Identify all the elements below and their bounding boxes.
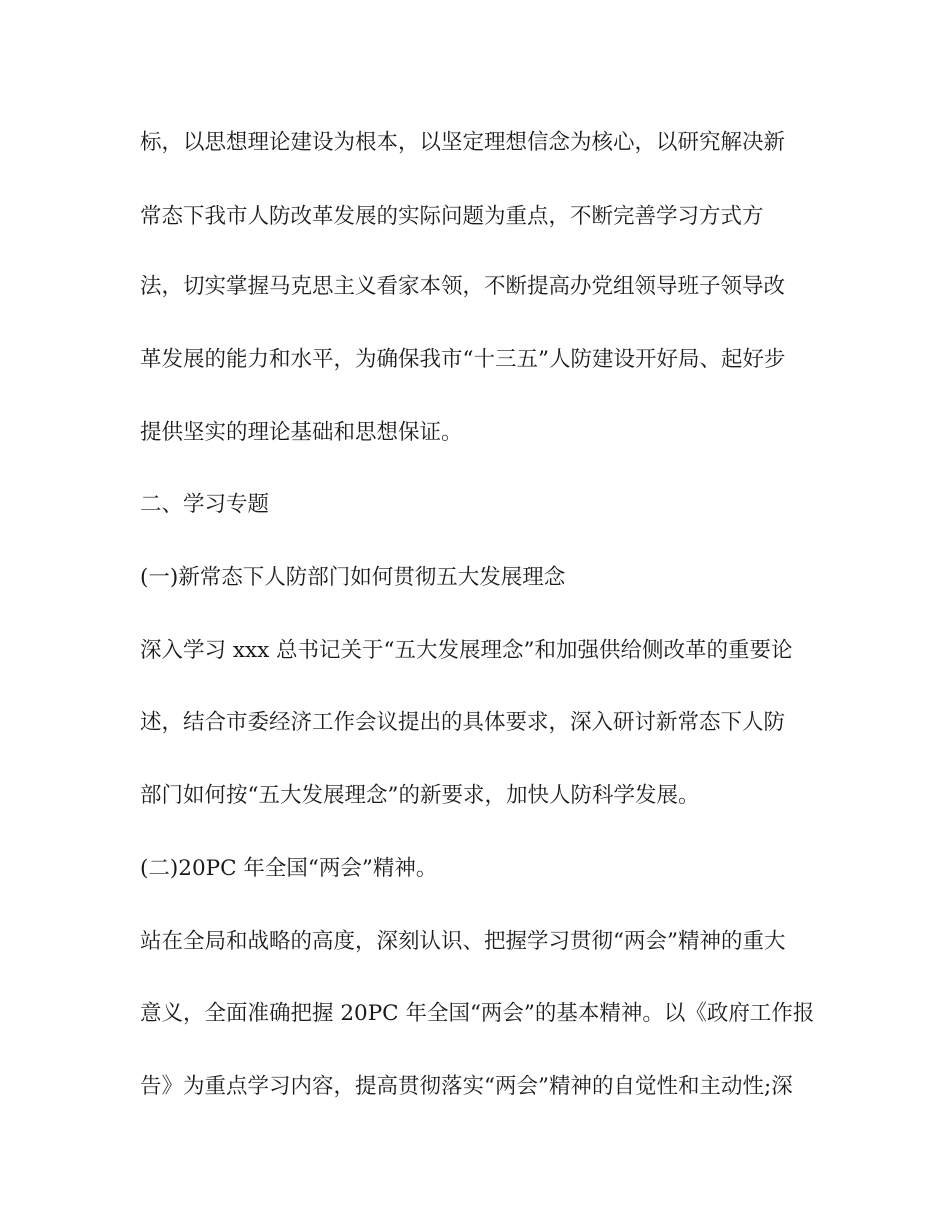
body-text-line: 法，切实掌握马克思主义看家本领，不断提高办党组领导班子领导改 bbox=[140, 274, 786, 299]
body-text-line: 告》为重点学习内容，提高贯彻落实“两会”精神的自觉性和主动性;深 bbox=[140, 1074, 793, 1099]
body-text-line: 深入学习 xxx 总书记关于“五大发展理念”和加强供给侧改革的重要论 bbox=[140, 638, 793, 663]
body-text-line: 意义，全面准确把握 20PC 年全国“两会”的基本精神。以《政府工作报 bbox=[140, 1001, 815, 1026]
body-text-line: 革发展的能力和水平，为确保我市“十三五”人防建设开好局、起好步 bbox=[140, 347, 786, 372]
body-text-line: 站在全局和战略的高度，深刻认识、把握学习贯彻“两会”精神的重大 bbox=[140, 929, 786, 954]
body-text-line: 述，结合市委经济工作会议提出的具体要求，深入研讨新常态下人防 bbox=[140, 710, 786, 735]
section-heading: 二、学习专题 bbox=[140, 492, 270, 517]
body-text-line: 常态下我市人防改革发展的实际问题为重点，不断完善学习方式方 bbox=[140, 204, 764, 229]
body-text-line: 标，以思想理论建设为根本，以坚定理想信念为核心，以研究解决新 bbox=[140, 130, 786, 155]
body-text-line: 提供坚实的理论基础和思想保证。 bbox=[140, 420, 463, 445]
body-text-line: 部门如何按“五大发展理念”的新要求，加快人防科学发展。 bbox=[140, 783, 700, 808]
subsection-heading: (二)20PC 年全国“两会”精神。 bbox=[140, 856, 438, 881]
subsection-heading: (一)新常态下人防部门如何贯彻五大发展理念 bbox=[140, 565, 566, 590]
